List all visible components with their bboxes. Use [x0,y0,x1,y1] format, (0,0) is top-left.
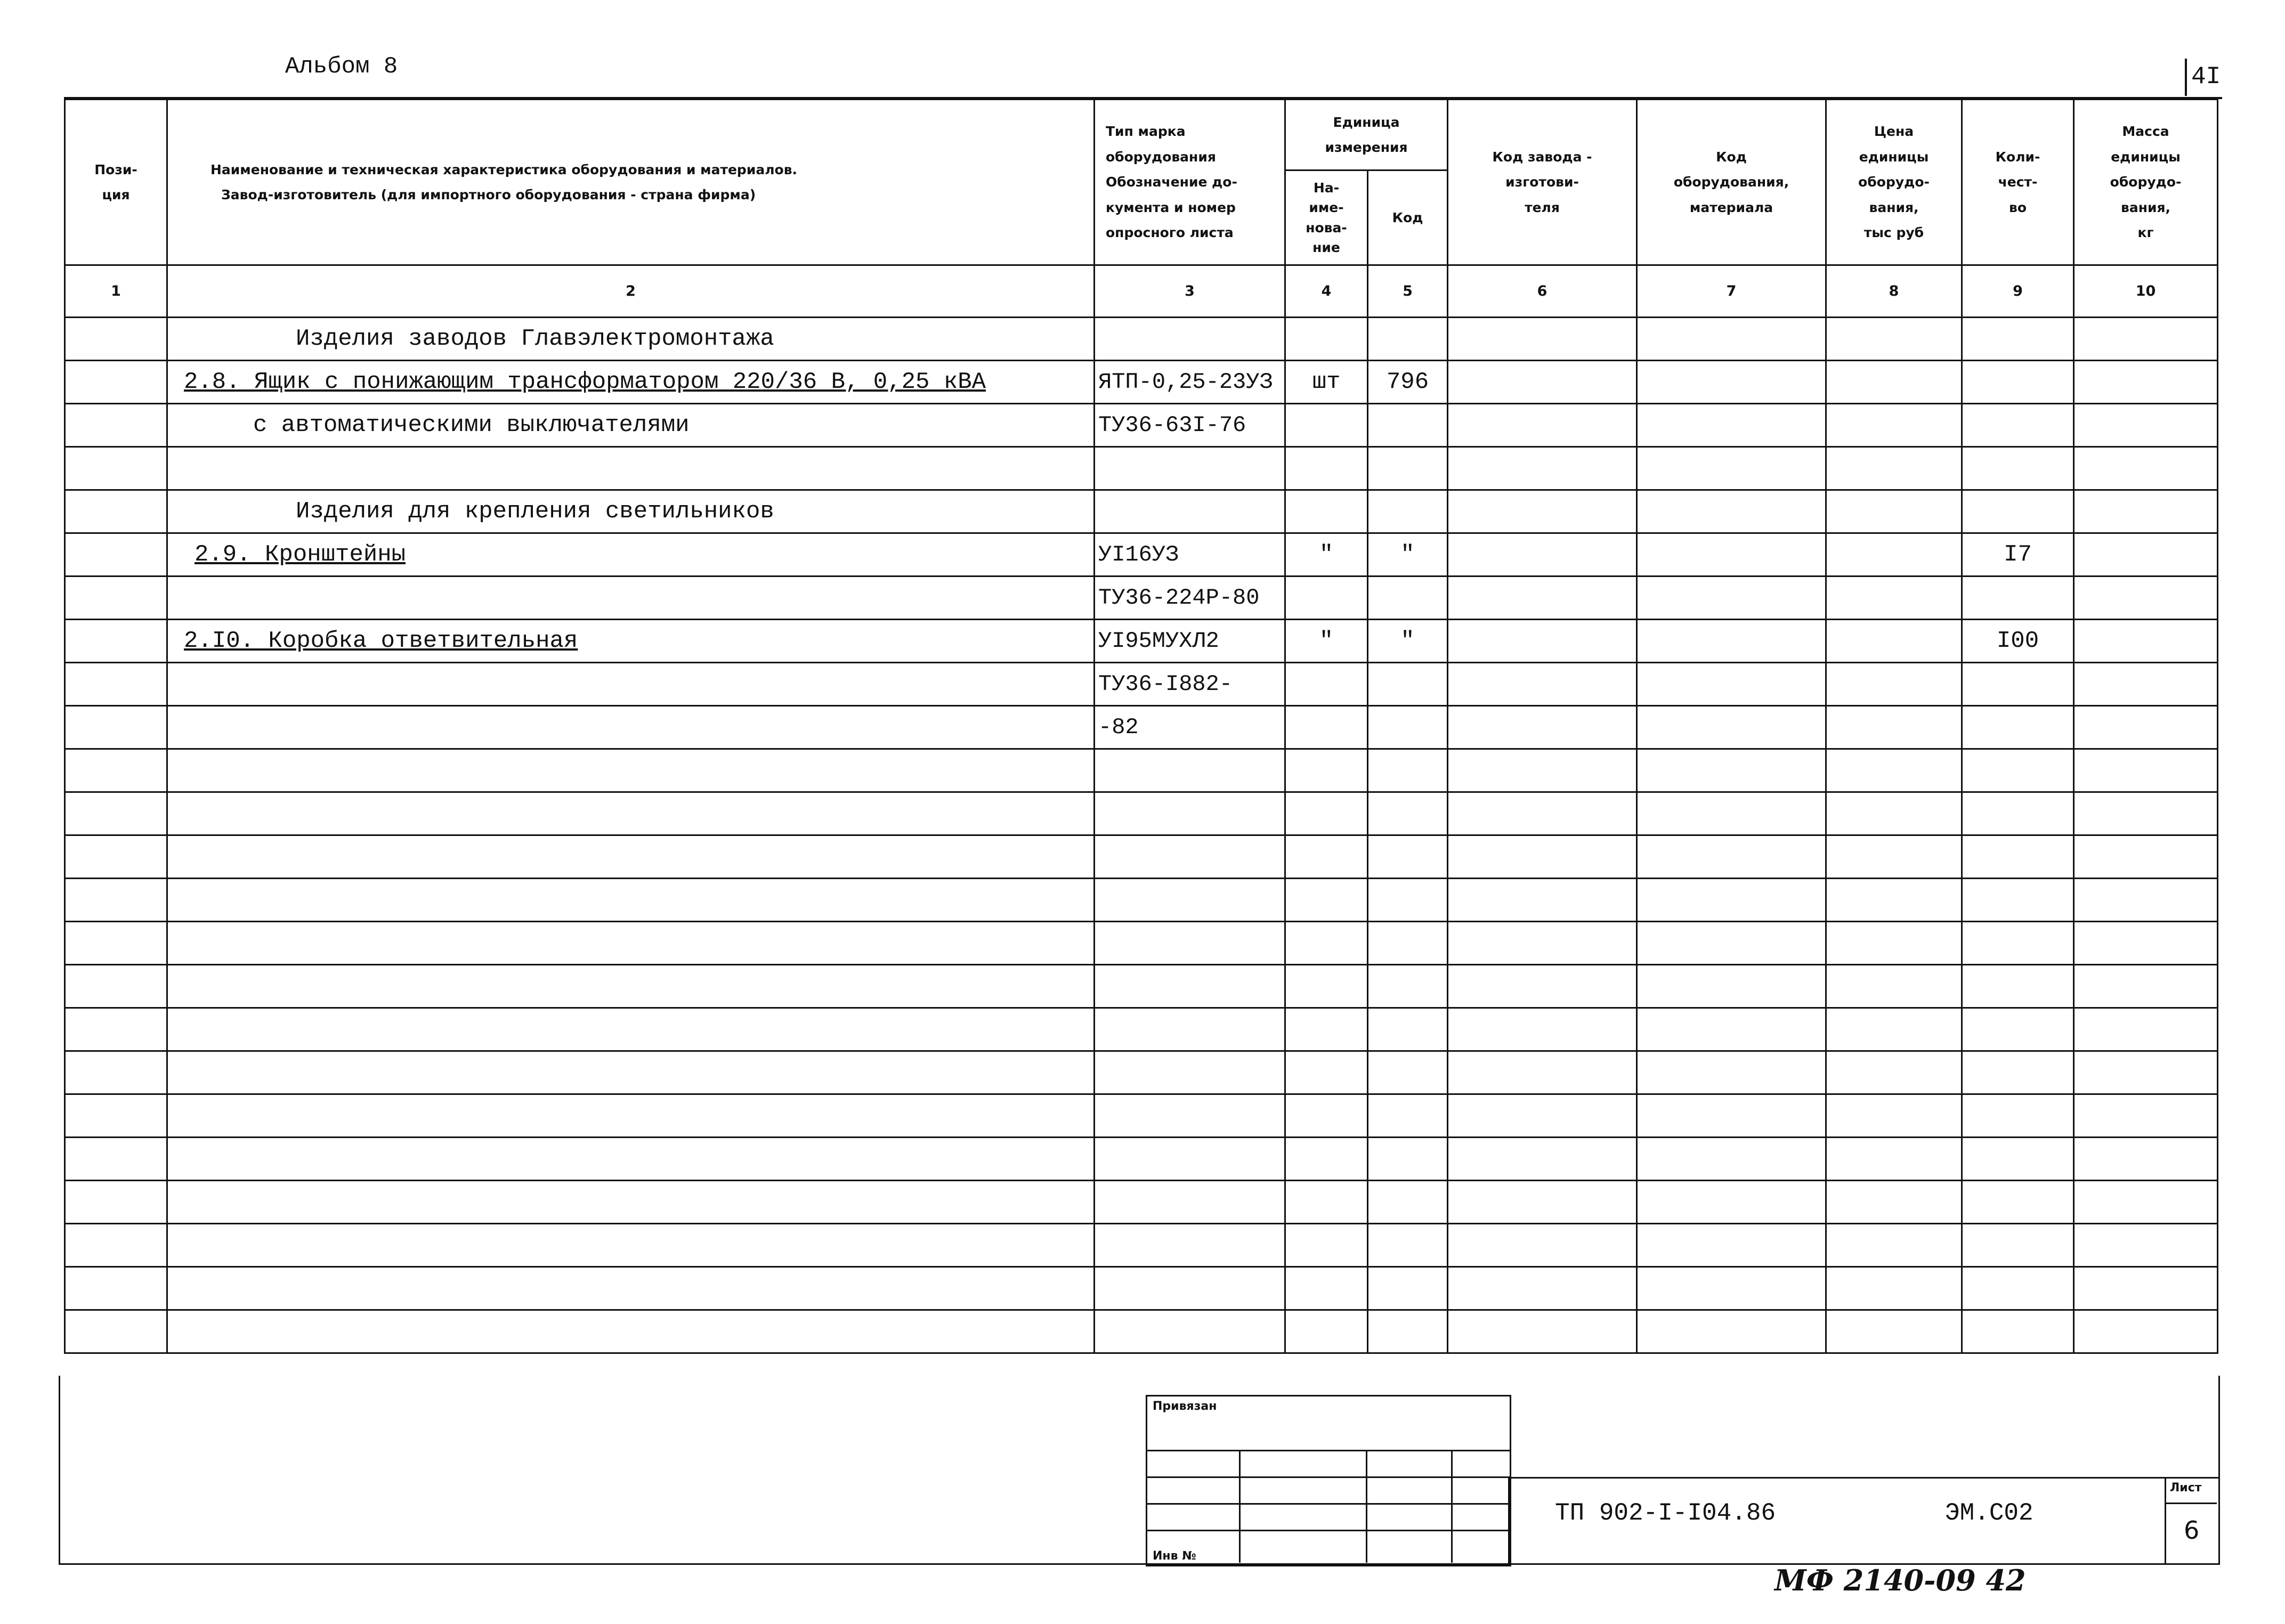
table-row [65,706,2218,749]
cell-unit: " [1285,620,1368,663]
header-price: Цена единицы оборудо- вания, тыс руб [1826,100,1962,265]
column-number: 10 [2074,265,2218,318]
sheet-number: 4I [2191,63,2221,91]
cell-unit-code [1368,447,1448,490]
table-row [65,922,2218,965]
table-row [65,835,2218,879]
table-row [65,1267,2218,1310]
cell-type [1095,447,1285,490]
cell-unit [1285,404,1368,447]
document-subcode: ЭМ.С02 [1945,1499,2033,1527]
table-row [65,1051,2218,1094]
cell-unit: " [1285,533,1368,576]
cell-unit-code [1368,706,1448,749]
stamp-title: Привязан [1153,1400,1217,1413]
cell-type: УI95МУХЛ2 [1095,620,1285,663]
table-row [65,1138,2218,1181]
table-row [65,318,2218,361]
header-quantity: Коли- чест- во [1962,100,2074,265]
column-number: 2 [167,265,1095,318]
header-equipment-code: Код оборудования, материала [1637,100,1826,265]
header-mass: Масса единицы оборудо- вания, кг [2074,100,2218,265]
table-row [65,404,2218,447]
cell-type [1095,318,1285,361]
cell-unit [1285,706,1368,749]
cell-unit [1285,447,1368,490]
table-row [65,965,2218,1008]
header-name-line2: Завод-изготовитель (для импортного оборудования - страна фирма) [221,187,756,202]
table-row [65,1310,2218,1353]
table-row [65,879,2218,922]
item-name: 2.8. Ящик с понижающим трансформатором 220/36 В, 0,25 кВА [184,369,986,395]
cell-quantity: I7 [1962,533,2074,576]
cell-unit: шт [1285,361,1368,404]
handwritten-note: МФ 2140-09 42 [1774,1563,2026,1597]
table-row [65,1094,2218,1138]
column-number: 6 [1448,265,1637,318]
cell-unit-code: " [1368,533,1448,576]
header-unit-code: Код [1368,170,1448,265]
cell-type: ТУ36-63I-76 [1095,404,1285,447]
cell-unit-code: 796 [1368,361,1448,404]
column-number: 1 [65,265,167,318]
sheet-box-divider [2165,1503,2217,1504]
cell-quantity [1962,318,2074,361]
cell-quantity [1962,404,2074,447]
cell-quantity [1962,447,2074,490]
table-row [65,749,2218,792]
table-row [65,1224,2218,1267]
cell-unit-code [1368,490,1448,533]
table-row [65,663,2218,706]
inventory-label: Инв № [1153,1549,1196,1563]
cell-quantity [1962,576,2074,620]
column-number: 4 [1285,265,1368,318]
cell-unit-code [1368,318,1448,361]
section-heading: Изделия для крепления светильников [296,498,774,525]
table-row [65,533,2218,576]
table-row [65,447,2218,490]
cell-type: -82 [1095,706,1285,749]
column-number: 3 [1095,265,1285,318]
column-number: 7 [1637,265,1826,318]
cell-quantity: I00 [1962,620,2074,663]
header-factory-code: Код завода - изготови- теля [1448,100,1637,265]
approval-stamp [1146,1395,1511,1566]
table-row [65,1181,2218,1224]
column-number: 5 [1368,265,1448,318]
header-position: Пози- ция [65,100,167,265]
table-row [65,490,2218,533]
header-name [167,100,1095,265]
cell-type [1095,490,1285,533]
cell-unit [1285,576,1368,620]
table-row [65,576,2218,620]
table-row [65,620,2218,663]
cell-quantity [1962,663,2074,706]
cell-quantity [1962,361,2074,404]
table-row [65,361,2218,404]
column-number: 9 [1962,265,2074,318]
cell-unit [1285,318,1368,361]
cell-unit-code [1368,404,1448,447]
cell-unit-code [1368,663,1448,706]
item-name: 2.I0. Коробка ответвительная [184,628,578,654]
header-unit-name: На- име- нова- ние [1285,170,1368,265]
table-row [65,792,2218,835]
item-name: 2.9. Кронштейны [195,541,406,568]
cell-unit [1285,490,1368,533]
header-name-line1: Наименование и техническая характеристика оборудования и материалов. [210,161,798,177]
cell-unit-code: " [1368,620,1448,663]
header-type: Тип марка оборудования Обозначение до- кумента и номер опросного листа [1095,100,1285,265]
sheet-label: Лист [2170,1481,2202,1495]
cell-quantity [1962,490,2074,533]
table-row [65,1008,2218,1051]
document-code: ТП 902-I-I04.86 [1555,1499,1776,1527]
section-heading: Изделия заводов Главэлектромонтажа [296,326,774,352]
cell-type: ТУ36-I882- [1095,663,1285,706]
sheet-number-divider [2185,59,2187,96]
header-unit-group: Единица измерения [1285,100,1448,170]
cell-unit-code [1368,576,1448,620]
specification-table [64,99,2218,1354]
cell-type: УI16УЗ [1095,533,1285,576]
cell-unit [1285,663,1368,706]
cell-quantity [1962,706,2074,749]
sheet-value: 6 [2184,1516,2200,1545]
cell-type: ЯТП-0,25-23УЗ [1095,361,1285,404]
album-label: Альбом 8 [285,53,398,80]
cell-type: ТУ36-224Р-80 [1095,576,1285,620]
item-name: с автоматическими выключателями [253,412,690,439]
column-number: 8 [1826,265,1962,318]
